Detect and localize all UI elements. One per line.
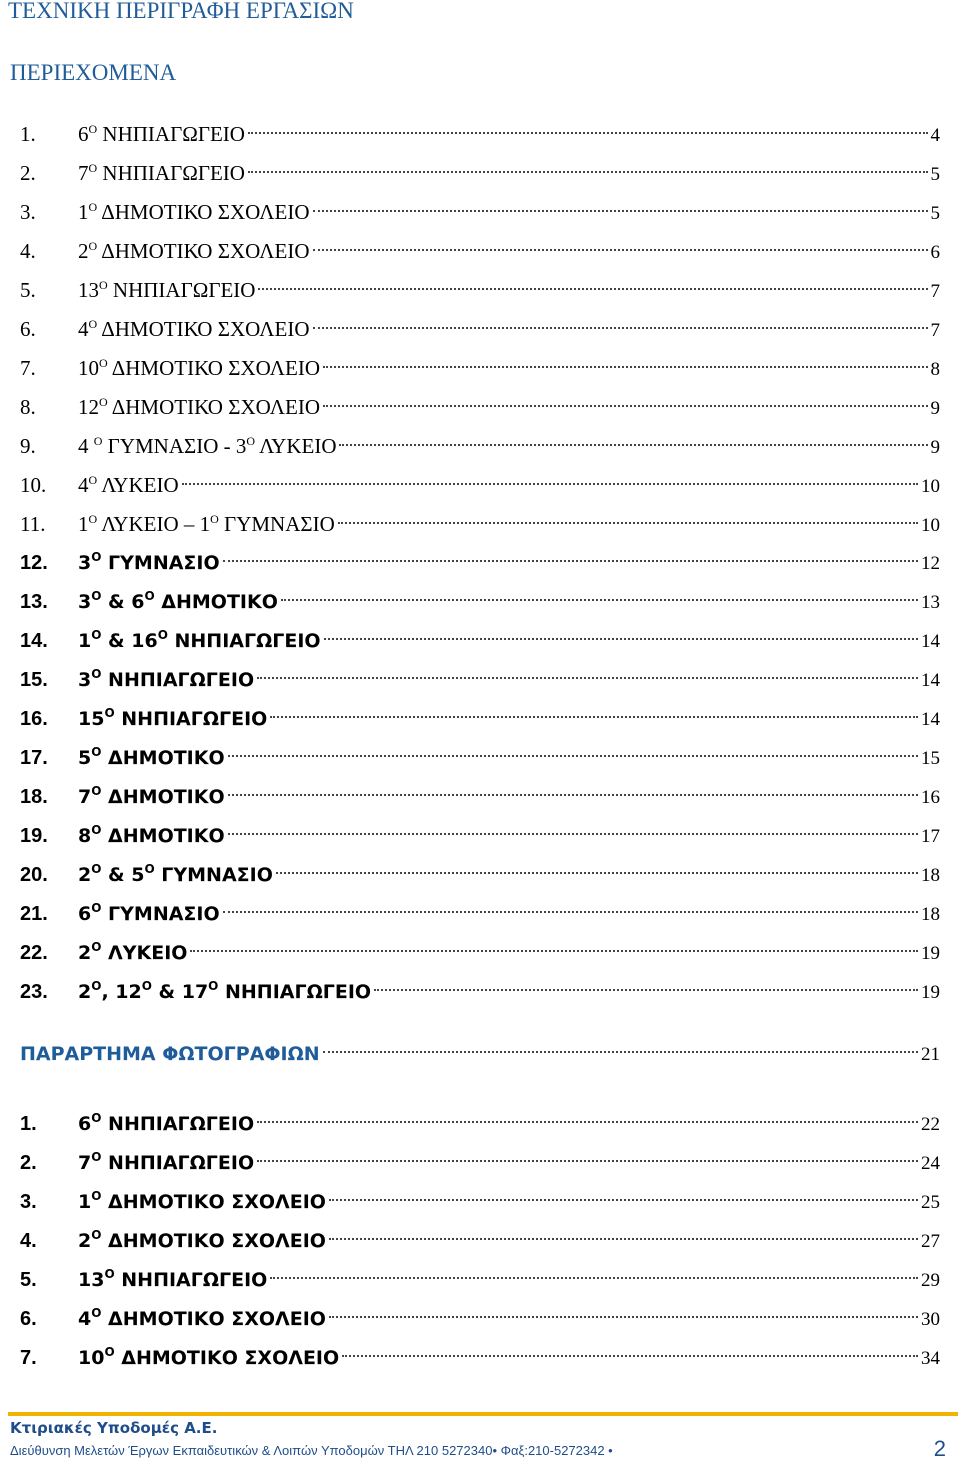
ordinal-superscript: Ο	[246, 434, 256, 448]
toc-heading: ΠΕΡΙΕΧΟΜΕΝΑ	[10, 60, 177, 85]
entry-page-number: 5	[930, 164, 940, 185]
entry-page-number: 19	[921, 943, 940, 964]
toc-entry[interactable]	[20, 1183, 940, 1222]
entry-number: 11.	[20, 512, 46, 536]
entry-page-number: 27	[921, 1231, 940, 1252]
entry-title	[78, 1339, 339, 1378]
dot-leader	[190, 950, 918, 952]
toc-entry[interactable]	[20, 1222, 940, 1261]
entry-title-text: ΔΗΜΟΤΙΚΟ ΣΧΟΛΕΙΟ	[101, 1230, 326, 1252]
entry-number: 21.	[20, 903, 48, 925]
entry-title-text: ΛΥΚΕΙΟ	[101, 942, 188, 964]
entry-title	[78, 778, 225, 817]
entry-title	[78, 700, 267, 739]
dot-leader	[329, 1199, 918, 1201]
entry-title-text: 3	[78, 669, 92, 691]
entry-title-text: ΔΗΜΟΤΙΚΟ	[154, 591, 278, 613]
entry-title-text: 2	[78, 239, 89, 263]
entry-number: 15.	[20, 669, 48, 691]
entry-title	[78, 1183, 326, 1222]
entry-page-number: 7	[930, 320, 940, 341]
entry-title-text: 15	[78, 708, 105, 730]
entry-title	[78, 1222, 326, 1261]
ordinal-superscript: Ο	[91, 745, 102, 759]
entry-page-number: 15	[921, 748, 940, 769]
entry-title-text: & 6	[101, 591, 145, 613]
entry-number: 7.	[20, 356, 36, 380]
entry-title-text: ΛΥΚΕΙΟ	[97, 473, 179, 497]
entry-title-text: 4	[78, 473, 89, 497]
dot-leader	[228, 755, 918, 757]
dot-leader	[270, 716, 918, 718]
ordinal-superscript: Ο	[210, 512, 219, 526]
entry-title-text: ΝΗΠΙΑΓΩΓΕΙΟ	[101, 1152, 255, 1174]
entry-title-text: 6	[78, 122, 89, 146]
entry-title-text: 3	[78, 591, 92, 613]
entry-title-text: ΔΗΜΟΤΙΚΟ	[101, 786, 225, 808]
entry-title	[78, 154, 245, 193]
dot-leader	[313, 210, 928, 212]
ordinal-superscript: Ο	[91, 589, 102, 603]
entry-title-text: , 12	[101, 981, 142, 1003]
entry-number: 9.	[20, 434, 36, 458]
entry-page-number: 13	[921, 592, 940, 613]
entry-number: 3.	[20, 200, 36, 224]
entry-title-text: 7	[78, 786, 92, 808]
entry-title	[78, 193, 310, 232]
toc-entry[interactable]	[20, 154, 940, 193]
entry-number: 6.	[20, 317, 36, 341]
toc-entry[interactable]	[20, 622, 940, 661]
entry-title-text: ΔΗΜΟΤΙΚΟ ΣΧΟΛΕΙΟ	[97, 239, 310, 263]
dot-leader	[329, 1238, 918, 1240]
dot-leader	[329, 1316, 918, 1318]
entry-page-number: 7	[930, 281, 940, 302]
entry-title	[78, 895, 220, 934]
entry-title-text: 10	[78, 356, 99, 380]
dot-leader	[248, 132, 928, 134]
entry-title	[78, 349, 320, 388]
entry-title-text: 4	[78, 317, 89, 341]
toc-entry[interactable]	[20, 1144, 940, 1183]
ordinal-superscript: Ο	[91, 1228, 102, 1242]
entry-number: 18.	[20, 786, 48, 808]
entry-page-number: 14	[921, 670, 940, 691]
entry-page-number: 5	[930, 203, 940, 224]
entry-title-text: ΛΥΚΕΙΟ – 1	[97, 512, 211, 536]
entry-number: 19.	[20, 825, 48, 847]
dot-leader	[342, 1355, 918, 1357]
dot-leader	[281, 599, 918, 601]
entry-title-text: 3	[78, 552, 92, 574]
toc-entry[interactable]	[20, 349, 940, 388]
entry-page-number: 22	[921, 1114, 940, 1135]
toc-entry[interactable]	[20, 934, 940, 973]
ordinal-superscript: Ο	[99, 356, 108, 370]
entry-title-text: 6	[78, 1113, 92, 1135]
entry-title-text: 2	[78, 864, 92, 886]
entry-title-text: 8	[78, 825, 92, 847]
entry-title-text: & 5	[101, 864, 145, 886]
ordinal-superscript: Ο	[104, 706, 115, 720]
dot-leader	[276, 872, 918, 874]
entry-page-number: 9	[930, 398, 940, 419]
ordinal-superscript: Ο	[91, 667, 102, 681]
entry-title-text: 4	[78, 434, 94, 458]
ordinal-superscript: Ο	[144, 862, 155, 876]
entry-title	[78, 115, 245, 154]
entry-title	[78, 232, 310, 271]
ordinal-superscript: Ο	[144, 589, 155, 603]
entry-page-number: 18	[921, 865, 940, 886]
ordinal-superscript: Ο	[93, 434, 103, 448]
toc-entry[interactable]	[20, 427, 940, 466]
ordinal-superscript: Ο	[88, 512, 98, 526]
entry-number: 1.	[20, 1113, 37, 1135]
entry-title-text: 1	[78, 1191, 92, 1213]
entry-page-number: 16	[921, 787, 940, 808]
entry-page-number: 30	[921, 1309, 940, 1330]
toc-entry[interactable]	[20, 973, 940, 1012]
dot-leader	[323, 405, 928, 407]
entry-page-number: 29	[921, 1270, 940, 1291]
entry-title-text: ΓΥΜΝΑΣΙΟ	[154, 864, 273, 886]
ordinal-superscript: Ο	[91, 823, 102, 837]
ordinal-superscript: Ο	[91, 1150, 102, 1164]
ordinal-superscript: Ο	[141, 979, 152, 993]
toc-entry[interactable]	[20, 583, 940, 622]
entry-page-number: 9	[930, 437, 940, 458]
entry-number: 2.	[20, 1152, 37, 1174]
entry-page-number: 34	[921, 1348, 940, 1369]
entry-title-text: 5	[78, 747, 92, 769]
entry-number: 5.	[20, 278, 36, 302]
dot-leader	[258, 288, 927, 290]
entry-title-text: & 16	[101, 630, 158, 652]
toc-entry[interactable]	[20, 310, 940, 349]
toc-entry[interactable]	[20, 661, 940, 700]
entry-number: 12.	[20, 552, 48, 574]
entry-title-text: ΝΗΠΙΑΓΩΓΕΙΟ	[167, 630, 321, 652]
ordinal-superscript: Ο	[88, 200, 98, 214]
ordinal-superscript: Ο	[91, 784, 102, 798]
dot-leader	[374, 989, 918, 991]
footer-page-number: 2	[933, 1436, 946, 1461]
ordinal-superscript: Ο	[104, 1267, 115, 1281]
entry-title	[78, 310, 310, 349]
entry-page-number: 24	[921, 1153, 940, 1174]
ordinal-superscript: Ο	[91, 1189, 102, 1203]
entry-page-number: 12	[921, 553, 940, 574]
entry-title-text: ΔΗΜΟΤΙΚΟ ΣΧΟΛΕΙΟ	[97, 200, 310, 224]
entry-number: 22.	[20, 942, 48, 964]
entry-title-text: ΛΥΚΕΙΟ	[255, 434, 337, 458]
appendix-title: ΠΑΡΑΡΤΗΜΑ ΦΩΤΟΓΡΑΦΙΩΝ	[20, 1043, 320, 1065]
entry-title	[78, 622, 321, 661]
ordinal-superscript: Ο	[208, 979, 219, 993]
entry-title	[78, 271, 255, 310]
entry-number: 8.	[20, 395, 36, 419]
dot-leader	[323, 366, 928, 368]
dot-leader	[313, 327, 928, 329]
entry-page-number: 10	[921, 476, 940, 497]
dot-leader	[257, 1160, 918, 1162]
ordinal-superscript: Ο	[88, 161, 98, 175]
dot-leader	[323, 1051, 918, 1053]
dot-leader	[228, 833, 918, 835]
footer-rule	[8, 1412, 958, 1416]
ordinal-superscript: Ο	[104, 1345, 115, 1359]
ordinal-superscript: Ο	[91, 1111, 102, 1125]
toc-entry[interactable]	[20, 271, 940, 310]
toc-entry[interactable]	[20, 856, 940, 895]
entry-title	[78, 1144, 254, 1183]
entry-number: 10.	[20, 473, 47, 497]
toc-entry[interactable]	[20, 1105, 940, 1144]
entry-title-text: ΔΗΜΟΤΙΚΟ ΣΧΟΛΕΙΟ	[114, 1347, 340, 1369]
entry-title-text: ΔΗΜΟΤΙΚΟ ΣΧΟΛΕΙΟ	[101, 1308, 326, 1330]
entry-title	[78, 1300, 326, 1339]
entry-title	[78, 1261, 267, 1300]
entry-title-text: ΔΗΜΟΤΙΚΟ	[101, 747, 225, 769]
entry-title	[78, 739, 225, 778]
entry-title	[78, 466, 179, 505]
entry-title-text: ΓΥΜΝΑΣΙΟ	[101, 552, 220, 574]
entry-title	[78, 583, 278, 622]
ordinal-superscript: Ο	[91, 979, 102, 993]
ordinal-superscript: Ο	[88, 239, 98, 253]
entry-title-text: 1	[78, 512, 89, 536]
entry-number: 6.	[20, 1308, 37, 1330]
entry-title	[78, 856, 273, 895]
ordinal-superscript: Ο	[157, 628, 168, 642]
toc-entry[interactable]	[20, 232, 940, 271]
ordinal-superscript: Ο	[91, 1306, 102, 1320]
toc-entry[interactable]	[20, 193, 940, 232]
entry-title-text: ΝΗΠΙΑΓΩΓΕΙΟ	[97, 161, 245, 185]
ordinal-superscript: Ο	[91, 862, 102, 876]
entry-title-text: 2	[78, 981, 92, 1003]
entry-page-number: 19	[921, 982, 940, 1003]
toc-entry[interactable]	[20, 1300, 940, 1339]
footer-address: Διεύθυνση Μελετών Έργων Εκπαιδευτικών & Λοιπών Υποδομών ΤΗΛ 210 5272340• Φαξ:210-5272342 •	[10, 1443, 613, 1458]
entry-number: 2.	[20, 161, 36, 185]
entry-title-text: ΔΗΜΟΤΙΚΟ ΣΧΟΛΕΙΟ	[107, 395, 320, 419]
appendix-contents	[20, 1105, 940, 1378]
dot-leader	[248, 171, 928, 173]
entry-page-number: 18	[921, 904, 940, 925]
dot-leader	[257, 1121, 918, 1123]
entry-title	[78, 973, 371, 1012]
entry-title	[78, 388, 320, 427]
entry-number: 4.	[20, 239, 36, 263]
entry-title	[78, 544, 220, 583]
dot-leader	[223, 911, 918, 913]
entry-page-number: 14	[921, 709, 940, 730]
toc-entry[interactable]	[20, 388, 940, 427]
toc-entry[interactable]	[20, 544, 940, 583]
ordinal-superscript: Ο	[91, 628, 102, 642]
toc-entry[interactable]	[20, 700, 940, 739]
entry-title-text: 7	[78, 1152, 92, 1174]
entry-title	[78, 934, 187, 973]
entry-title-text: ΔΗΜΟΤΙΚΟ ΣΧΟΛΕΙΟ	[107, 356, 320, 380]
entry-number: 13.	[20, 591, 48, 613]
ordinal-superscript: Ο	[91, 550, 102, 564]
ordinal-superscript: Ο	[91, 901, 102, 915]
entry-number: 1.	[20, 122, 36, 146]
toc-entry[interactable]	[20, 1339, 940, 1378]
entry-title-text: ΔΗΜΟΤΙΚΟ ΣΧΟΛΕΙΟ	[97, 317, 310, 341]
dot-leader	[182, 483, 918, 485]
entry-number: 20.	[20, 864, 48, 886]
appendix-page-number: 21	[921, 1044, 940, 1065]
toc-entry[interactable]	[20, 739, 940, 778]
entry-title-text: ΓΥΜΝΑΣΙΟ	[218, 512, 335, 536]
entry-number: 23.	[20, 981, 48, 1003]
dot-leader	[339, 444, 927, 446]
dot-leader	[313, 249, 928, 251]
entry-title-text: & 17	[151, 981, 209, 1003]
entry-title	[78, 505, 335, 544]
toc-entry[interactable]	[20, 1261, 940, 1300]
entry-title-text: ΓΥΜΝΑΣΙΟ - 3	[102, 434, 247, 458]
entry-title-text: 10	[78, 1347, 105, 1369]
toc-entry[interactable]	[20, 115, 940, 154]
appendix-entry[interactable]	[20, 1035, 940, 1074]
entry-title-text: ΔΗΜΟΤΙΚΟ ΣΧΟΛΕΙΟ	[101, 1191, 326, 1213]
entry-page-number: 8	[930, 359, 940, 380]
dot-leader	[338, 522, 918, 524]
entry-title-text: ΓΥΜΝΑΣΙΟ	[101, 903, 220, 925]
dot-leader	[257, 677, 918, 679]
toc-entry[interactable]	[20, 778, 940, 817]
dot-leader	[228, 794, 918, 796]
entry-title-text: ΝΗΠΙΑΓΩΓΕΙΟ	[114, 708, 268, 730]
ordinal-superscript: Ο	[88, 317, 98, 331]
toc-entry[interactable]	[20, 817, 940, 856]
entry-title-text: ΝΗΠΙΑΓΩΓΕΙΟ	[114, 1269, 268, 1291]
entry-number: 4.	[20, 1230, 37, 1252]
entry-title-text: ΝΗΠΙΑΓΩΓΕΙΟ	[101, 1113, 255, 1135]
entry-title-text: 2	[78, 1230, 92, 1252]
entry-page-number: 17	[921, 826, 940, 847]
entry-page-number: 10	[921, 515, 940, 536]
entry-number: 16.	[20, 708, 48, 730]
footer-company: Κτιριακές Υποδομές Α.Ε.	[10, 1419, 218, 1437]
entry-title-text: 2	[78, 942, 92, 964]
entry-title-text: ΔΗΜΟΤΙΚΟ	[101, 825, 225, 847]
entry-title-text: ΝΗΠΙΑΓΩΓΕΙΟ	[97, 122, 245, 146]
entry-page-number: 4	[930, 125, 940, 146]
entry-number: 3.	[20, 1191, 37, 1213]
entry-title-text: 6	[78, 903, 92, 925]
entry-title-text: 1	[78, 630, 92, 652]
entry-title	[78, 1105, 254, 1144]
entry-title-text: 13	[78, 1269, 105, 1291]
ordinal-superscript: Ο	[88, 122, 98, 136]
entry-title-text: 13	[78, 278, 99, 302]
entry-number: 7.	[20, 1347, 37, 1369]
entry-title-text: 4	[78, 1308, 92, 1330]
entry-title-text: ΝΗΠΙΑΓΩΓΕΙΟ	[107, 278, 256, 302]
entry-title-text: 1	[78, 200, 89, 224]
ordinal-superscript: Ο	[99, 278, 108, 292]
entry-page-number: 25	[921, 1192, 940, 1213]
entry-title-text: ΝΗΠΙΑΓΩΓΕΙΟ	[218, 981, 372, 1003]
entry-number: 17.	[20, 747, 48, 769]
ordinal-superscript: Ο	[91, 940, 102, 954]
toc-entry[interactable]	[20, 466, 940, 505]
entry-number: 5.	[20, 1269, 37, 1291]
dot-leader	[223, 560, 918, 562]
entry-title-text: 7	[78, 161, 89, 185]
entry-page-number: 6	[930, 242, 940, 263]
entry-title	[78, 427, 336, 466]
ordinal-superscript: Ο	[99, 395, 108, 409]
entry-number: 14.	[20, 630, 48, 652]
entry-page-number: 14	[921, 631, 940, 652]
document-title: ΤΕΧΝΙΚΗ ΠΕΡΙΓΡΑΦΗ ΕΡΓΑΣΙΩΝ	[8, 0, 354, 23]
dot-leader	[270, 1277, 918, 1279]
entry-title	[78, 661, 254, 700]
toc-entry[interactable]	[20, 505, 940, 544]
dot-leader	[324, 638, 918, 640]
table-of-contents	[20, 115, 940, 1012]
entry-title-text: ΝΗΠΙΑΓΩΓΕΙΟ	[101, 669, 255, 691]
ordinal-superscript: Ο	[88, 473, 98, 487]
toc-entry[interactable]	[20, 895, 940, 934]
entry-title-text: 12	[78, 395, 99, 419]
entry-title	[78, 817, 225, 856]
